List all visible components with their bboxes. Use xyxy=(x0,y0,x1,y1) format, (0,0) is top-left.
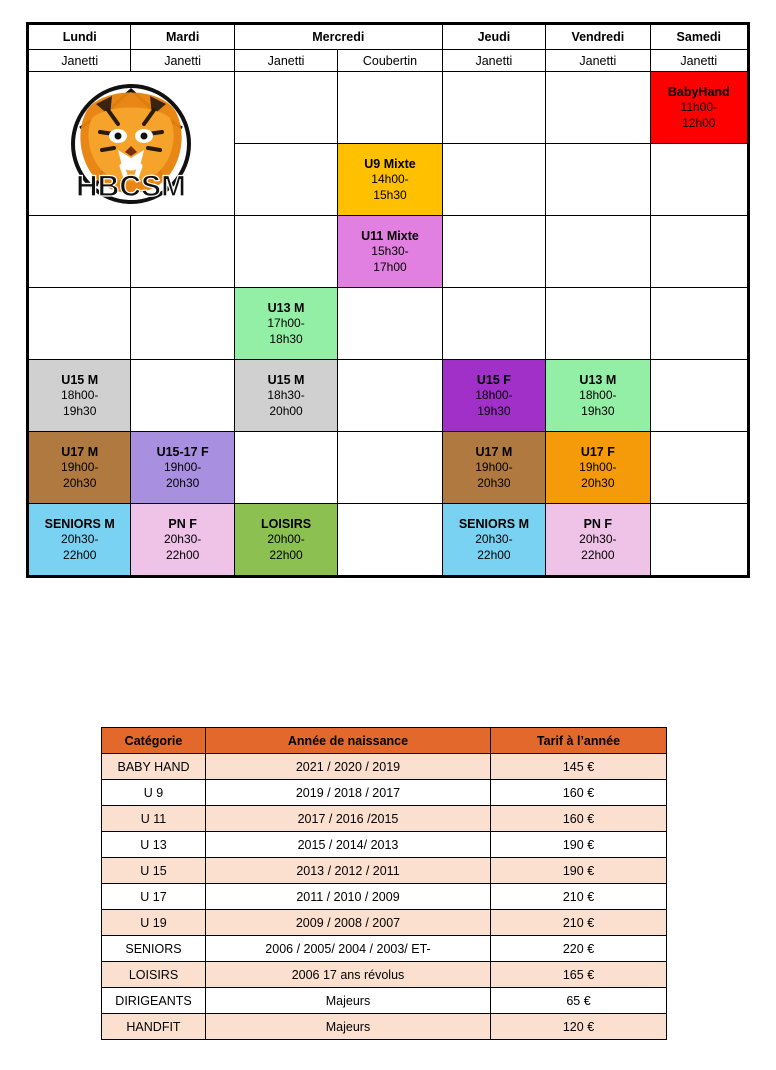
fees-years-cell: 2009 / 2008 / 2007 xyxy=(206,910,491,936)
fees-header-cell: Année de naissance xyxy=(206,728,491,754)
fees-price-cell: 165 € xyxy=(491,962,667,988)
session-title: U11 Mixte xyxy=(361,229,419,244)
empty-slot xyxy=(650,144,748,216)
day-header-samedi: Samedi xyxy=(650,24,748,50)
empty-slot xyxy=(28,216,131,288)
fees-row xyxy=(102,988,667,1014)
session-title: SENIORS M xyxy=(44,517,115,532)
session-cell xyxy=(338,144,442,216)
fees-row xyxy=(102,832,667,858)
session-cell xyxy=(442,360,545,432)
schedule-header xyxy=(28,24,749,72)
session-time-end: 18h30 xyxy=(269,331,303,346)
empty-slot xyxy=(131,288,234,360)
empty-slot xyxy=(650,432,748,504)
session-time-end: 22h00 xyxy=(63,547,97,562)
empty-slot xyxy=(234,72,337,144)
schedule-row xyxy=(28,360,749,432)
fees-price-cell: 160 € xyxy=(491,806,667,832)
session-cell xyxy=(28,432,131,504)
session-time-end: 20h00 xyxy=(269,403,303,418)
empty-slot xyxy=(546,144,650,216)
empty-slot xyxy=(442,288,545,360)
session-time-start: 19h00- xyxy=(579,460,617,475)
day-header-mercredi: Mercredi xyxy=(234,24,442,50)
fees-years-cell: 2017 / 2016 /2015 xyxy=(206,806,491,832)
session-time-end: 22h00 xyxy=(581,547,615,562)
session-cell xyxy=(546,360,650,432)
session-title: U13 M xyxy=(579,373,617,388)
fees-row xyxy=(102,884,667,910)
empty-slot xyxy=(650,360,748,432)
session-time-start: 20h30- xyxy=(61,532,99,547)
session-title: U13 M xyxy=(267,301,305,316)
fees-row xyxy=(102,780,667,806)
session-time-end: 19h30 xyxy=(63,403,97,418)
day-header-vendredi: Vendredi xyxy=(546,24,650,50)
session-title: U15-17 F xyxy=(156,445,209,460)
coach-cell: Coubertin xyxy=(338,50,442,72)
day-header-lundi: Lundi xyxy=(28,24,131,50)
session-cell xyxy=(28,504,131,577)
session-time-end: 20h30 xyxy=(581,475,615,490)
empty-slot xyxy=(546,72,650,144)
fees-category-cell: DIRIGEANTS xyxy=(102,988,206,1014)
session-time-end: 22h00 xyxy=(165,547,200,562)
coach-cell: Janetti xyxy=(28,50,131,72)
fees-row xyxy=(102,936,667,962)
schedule-body xyxy=(28,72,749,577)
session-title: U17 M xyxy=(475,445,513,460)
schedule-row xyxy=(28,504,749,577)
session-time-end: 22h00 xyxy=(269,547,303,562)
coach-cell: Janetti xyxy=(234,50,337,72)
schedule-table xyxy=(26,22,750,578)
fees-years-cell: 2015 / 2014/ 2013 xyxy=(206,832,491,858)
coach-cell: Janetti xyxy=(442,50,545,72)
fees-category-cell: SENIORS xyxy=(102,936,206,962)
fees-price-cell: 160 € xyxy=(491,780,667,806)
session-title: LOISIRS xyxy=(261,517,312,532)
empty-slot xyxy=(442,216,545,288)
fees-section xyxy=(101,727,666,1040)
session-title: PN F xyxy=(583,517,613,532)
schedule-row xyxy=(28,216,749,288)
session-cell xyxy=(546,432,650,504)
fees-price-cell: 190 € xyxy=(491,832,667,858)
fees-price-cell: 220 € xyxy=(491,936,667,962)
session-time-start: 18h00- xyxy=(475,388,513,403)
schedule-row xyxy=(28,288,749,360)
empty-slot xyxy=(338,360,442,432)
fees-row xyxy=(102,962,667,988)
fees-years-cell: 2013 / 2012 / 2011 xyxy=(206,858,491,884)
fees-table xyxy=(101,727,667,1040)
fees-row xyxy=(102,754,667,780)
empty-slot xyxy=(650,504,748,577)
fees-row xyxy=(102,806,667,832)
session-cell xyxy=(131,432,234,504)
svg-text:HBCSM: HBCSM xyxy=(76,169,187,203)
session-title: SENIORS M xyxy=(458,517,529,532)
session-cell xyxy=(234,360,337,432)
fees-price-cell: 120 € xyxy=(491,1014,667,1040)
fees-price-cell: 210 € xyxy=(491,884,667,910)
session-cell xyxy=(650,72,748,144)
empty-slot xyxy=(234,144,337,216)
fees-header-row xyxy=(102,728,667,754)
coach-cell: Janetti xyxy=(131,50,234,72)
session-time-end: 22h00 xyxy=(477,547,511,562)
session-time-start: 18h00- xyxy=(61,388,99,403)
fees-years-cell: 2021 / 2020 / 2019 xyxy=(206,754,491,780)
empty-slot xyxy=(546,288,650,360)
schedule-row xyxy=(28,432,749,504)
session-cell xyxy=(546,504,650,577)
empty-slot xyxy=(28,288,131,360)
empty-slot xyxy=(338,504,442,577)
fees-price-cell: 65 € xyxy=(491,988,667,1014)
fees-row xyxy=(102,1014,667,1040)
session-title: PN F xyxy=(168,517,197,532)
fees-category-cell: U 19 xyxy=(102,910,206,936)
empty-slot xyxy=(650,288,748,360)
fees-price-cell: 145 € xyxy=(491,754,667,780)
fees-header-cell: Tarif à l’année xyxy=(491,728,667,754)
fees-price-cell: 190 € xyxy=(491,858,667,884)
session-title: U17 F xyxy=(580,445,615,460)
empty-slot xyxy=(234,432,337,504)
fees-body xyxy=(102,754,667,1040)
empty-slot xyxy=(338,432,442,504)
session-time-end: 19h30 xyxy=(477,403,511,418)
fees-category-cell: HANDFIT xyxy=(102,1014,206,1040)
session-time-start: 14h00- xyxy=(371,172,409,187)
session-time-start: 18h00- xyxy=(579,388,617,403)
session-cell xyxy=(442,432,545,504)
session-time-start: 19h00- xyxy=(61,460,99,475)
session-time-start: 20h00- xyxy=(267,532,305,547)
tiger-ball-logo-icon xyxy=(56,74,206,214)
fees-category-cell: BABY HAND xyxy=(102,754,206,780)
session-cell xyxy=(338,216,442,288)
day-header-jeudi: Jeudi xyxy=(442,24,545,50)
empty-slot xyxy=(338,288,442,360)
empty-slot xyxy=(442,72,545,144)
schedule-row xyxy=(28,72,749,144)
fees-years-cell: 2006 17 ans révolus xyxy=(206,962,491,988)
day-header-row xyxy=(28,24,749,50)
empty-slot xyxy=(650,216,748,288)
session-time-start: 19h00- xyxy=(475,460,513,475)
coach-row xyxy=(28,50,749,72)
empty-slot xyxy=(131,360,234,432)
session-title: U15 F xyxy=(476,373,511,388)
fees-category-cell: U 15 xyxy=(102,858,206,884)
fees-row xyxy=(102,858,667,884)
session-title: U9 Mixte xyxy=(364,157,416,172)
session-time-start: 20h30- xyxy=(475,532,513,547)
club-logo-cell xyxy=(28,72,235,216)
fees-category-cell: LOISIRS xyxy=(102,962,206,988)
fees-years-cell: Majeurs xyxy=(206,988,491,1014)
session-time-end: 19h30 xyxy=(581,403,615,418)
fees-header-cell: Catégorie xyxy=(102,728,206,754)
session-cell xyxy=(28,360,131,432)
empty-slot xyxy=(234,216,337,288)
session-title: U15 M xyxy=(267,373,305,388)
fees-category-cell: U 17 xyxy=(102,884,206,910)
coach-cell: Janetti xyxy=(546,50,650,72)
fees-category-cell: U 13 xyxy=(102,832,206,858)
empty-slot xyxy=(442,144,545,216)
session-cell xyxy=(234,288,337,360)
session-time-end: 20h30 xyxy=(477,475,511,490)
fees-years-cell: 2011 / 2010 / 2009 xyxy=(206,884,491,910)
session-time-end: 20h30 xyxy=(63,475,97,490)
session-time-start: 18h30- xyxy=(267,388,305,403)
empty-slot xyxy=(338,72,442,144)
session-time-start: 19h00- xyxy=(163,460,202,475)
club-logo xyxy=(29,72,234,215)
empty-slot xyxy=(546,216,650,288)
session-title: U17 M xyxy=(61,445,99,460)
fees-years-cell: Majeurs xyxy=(206,1014,491,1040)
fees-row xyxy=(102,910,667,936)
session-title: U15 M xyxy=(61,373,99,388)
fees-years-cell: 2019 / 2018 / 2017 xyxy=(206,780,491,806)
session-time-start: 20h30- xyxy=(163,532,202,547)
session-cell xyxy=(131,504,234,577)
session-time-start: 15h30- xyxy=(371,244,409,259)
session-time-end: 17h00 xyxy=(373,259,407,274)
session-time-start: 17h00- xyxy=(267,316,305,331)
weekly-schedule xyxy=(26,22,750,578)
session-cell xyxy=(234,504,337,577)
session-title: BabyHand xyxy=(667,85,730,100)
session-time-end: 20h30 xyxy=(165,475,200,490)
session-time-end: 12h00 xyxy=(682,115,716,130)
fees-category-cell: U 9 xyxy=(102,780,206,806)
coach-cell: Janetti xyxy=(650,50,748,72)
empty-slot xyxy=(131,216,234,288)
session-cell xyxy=(442,504,545,577)
fees-years-cell: 2006 / 2005/ 2004 / 2003/ ET- xyxy=(206,936,491,962)
fees-price-cell: 210 € xyxy=(491,910,667,936)
day-header-mardi: Mardi xyxy=(131,24,234,50)
session-time-start: 20h30- xyxy=(579,532,617,547)
session-time-start: 11h00- xyxy=(680,100,718,115)
session-time-end: 15h30 xyxy=(373,187,407,202)
fees-category-cell: U 11 xyxy=(102,806,206,832)
